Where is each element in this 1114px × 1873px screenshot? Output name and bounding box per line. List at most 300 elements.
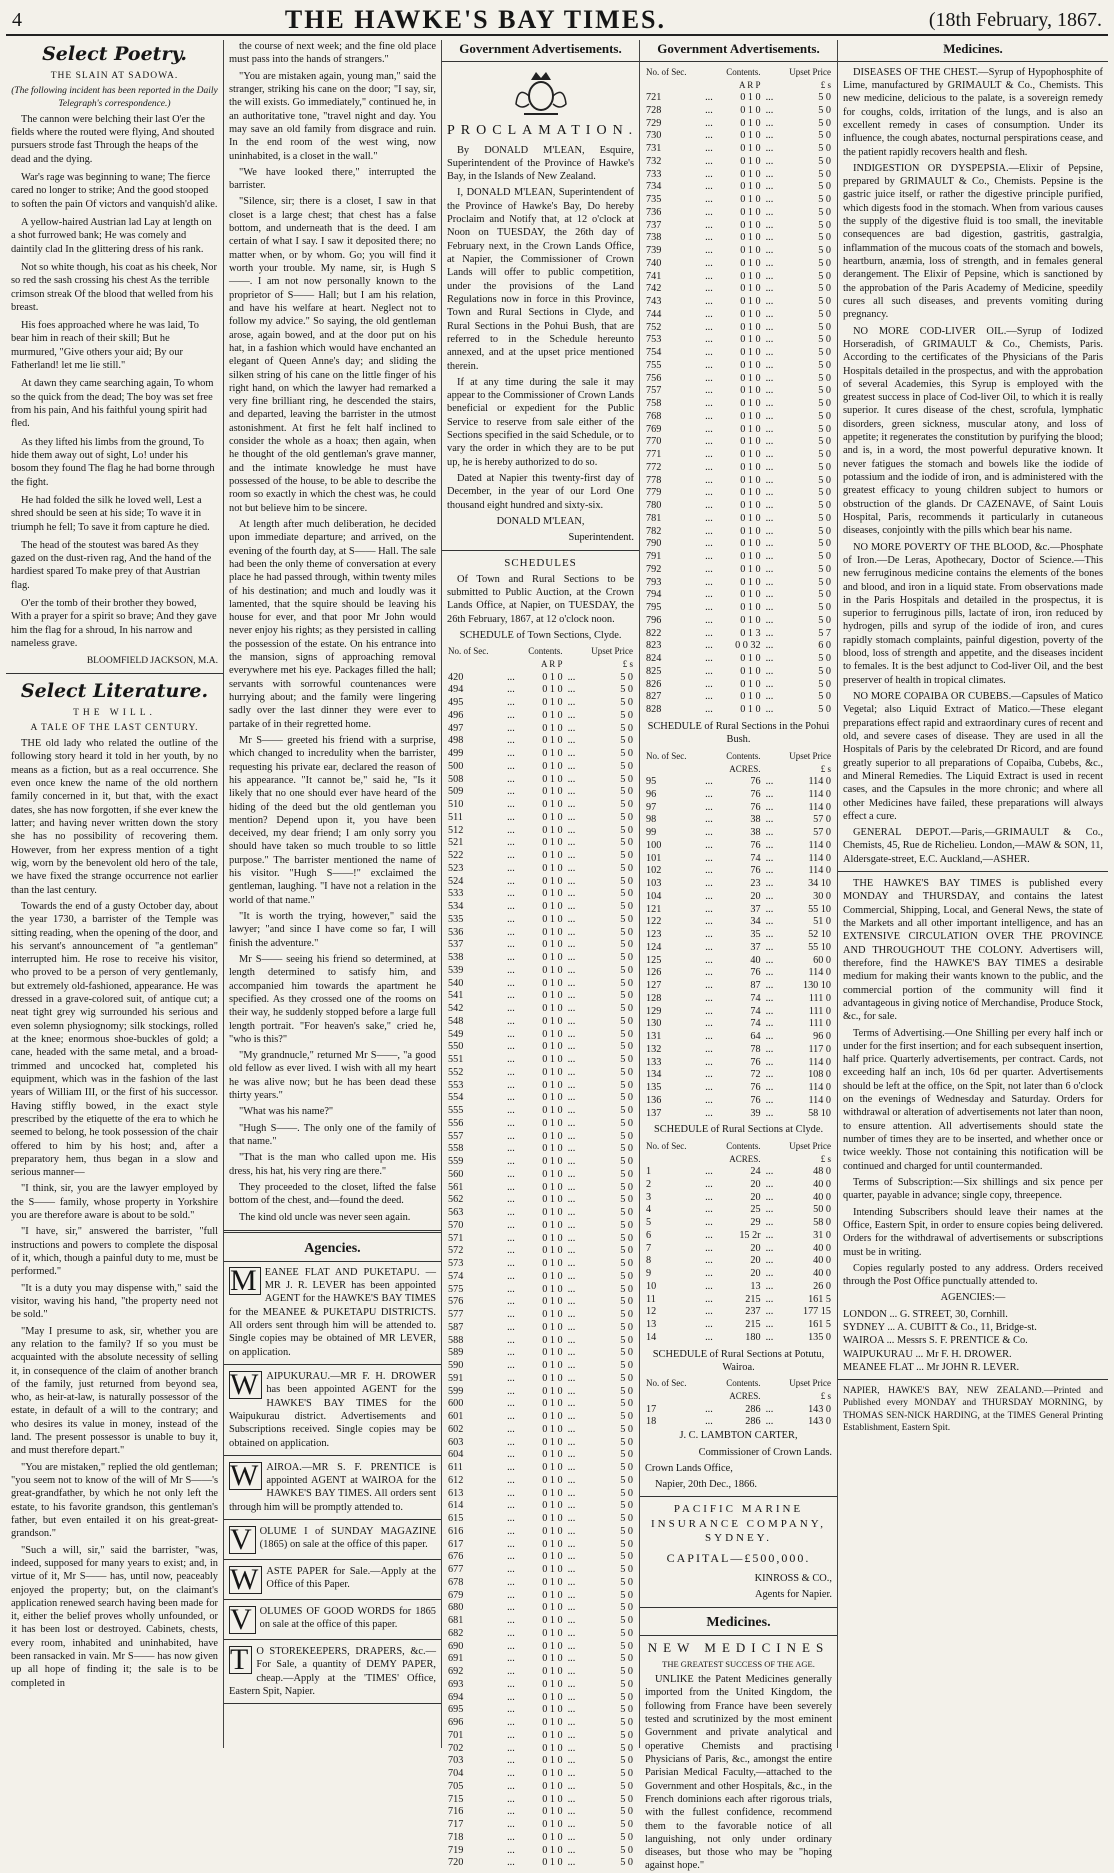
leader-dots: ... bbox=[567, 1538, 576, 1550]
section-contents: 0 1 0 bbox=[542, 1640, 563, 1652]
leader-dots: ... bbox=[765, 776, 774, 787]
leader-dots: ... bbox=[507, 1780, 515, 1792]
leader-dots: ... bbox=[765, 257, 774, 269]
leader-dots: ... bbox=[507, 1742, 515, 1754]
upset-price: 5 0 bbox=[620, 1041, 633, 1053]
table-row bbox=[447, 1462, 634, 1475]
leader-dots: ... bbox=[507, 1806, 515, 1818]
leader-dots: ... bbox=[705, 865, 713, 877]
story-paragraph: "It is worth the trying, however," said the lawyer; "and since I have come so far, I will finish the adventure." bbox=[229, 911, 436, 949]
section-contents: 76 bbox=[750, 788, 761, 800]
table-row bbox=[645, 207, 832, 220]
section-number: 779 bbox=[646, 487, 662, 499]
leader-dots: ... bbox=[765, 967, 774, 979]
section-contents: 0 1 0 bbox=[740, 296, 761, 308]
table-row bbox=[645, 232, 832, 245]
leader-dots: ... bbox=[507, 888, 515, 900]
story-paragraph: "My grandnucle," returned Mr S——, "a good old fellow as ever lived. I wish with all my heart he was alive now; but he has been dead these thirty years." bbox=[229, 1050, 436, 1102]
leader-dots: ... bbox=[705, 1018, 713, 1030]
table-row bbox=[447, 1398, 634, 1411]
table-row bbox=[645, 245, 832, 258]
leader-dots: ... bbox=[567, 862, 576, 874]
upset-price: 5 0 bbox=[620, 1219, 633, 1231]
leader-dots: ... bbox=[705, 1082, 713, 1093]
upset-price: 111 0 bbox=[808, 1018, 831, 1030]
section-contents: 0 1 0 bbox=[542, 862, 563, 874]
table-row bbox=[645, 1294, 832, 1307]
story-paragraph: At length after much deliberation, he decided upon immediate departure; and arrived, on the evening of the fourth day, at S—— Hall. The sale had been the only theme of conversation at every place he had passed through, within twenty miles of his destination; and much and loudly was it lamented, that the squire should be leaving his house for ever, and that poor Mr John would never enjoy his rights; as they persisted in calling the possession of the estate. On his entrance into the mansion, signs of approaching removal everywhere met his eye. Packages filled the hall; servants with sorrowful countenances were hurrying about; and the family were lingering sadly over the last dinner they were ever to partake of in their regretted home. bbox=[229, 518, 436, 730]
section-number: 561 bbox=[448, 1181, 464, 1193]
upset-price: 5 0 bbox=[620, 1245, 633, 1257]
leader-dots: ... bbox=[507, 1321, 515, 1333]
leader-dots: ... bbox=[765, 1178, 774, 1190]
leader-dots: ... bbox=[705, 1166, 713, 1178]
table-row bbox=[645, 653, 832, 666]
table-row bbox=[645, 538, 832, 551]
upset-price: 26 0 bbox=[813, 1280, 831, 1292]
table-row bbox=[447, 1794, 634, 1807]
table-row bbox=[447, 1500, 634, 1513]
table-row bbox=[645, 411, 832, 424]
section-number: 603 bbox=[448, 1436, 464, 1448]
upset-price: 161 5 bbox=[808, 1293, 831, 1305]
table-row bbox=[645, 118, 832, 131]
upset-price: 58 10 bbox=[808, 1107, 831, 1119]
upset-price: 5 0 bbox=[620, 1653, 633, 1665]
leader-dots: ... bbox=[567, 1487, 576, 1499]
upset-price: 60 0 bbox=[813, 954, 831, 966]
section-number: 757 bbox=[646, 385, 662, 397]
table-row bbox=[447, 990, 634, 1003]
upset-price: 5 0 bbox=[620, 1819, 633, 1831]
upset-price: 5 0 bbox=[620, 913, 633, 925]
section-number: 690 bbox=[448, 1640, 464, 1652]
leader-dots: ... bbox=[705, 1293, 713, 1305]
section-contents: 0 1 0 bbox=[740, 194, 761, 206]
section-number: 588 bbox=[448, 1334, 464, 1346]
upset-price: 57 0 bbox=[813, 814, 831, 826]
table-row bbox=[645, 1243, 832, 1256]
clyde-sections-table: No. of Sec. Contents. Upset Price ACRES. £ s 1 ... 24 ... 48 0 2 ... 20 ... 40 0 3 ... 20 ... 40 0 4 ... 25 ... 50 0 5 ... 29 ... 58 0 6 ... 15 2r ... 31 0 7 ... 20 ... 40 0 8 ... 20 ... 40 0 9 ... 20 ... 40 0 10 ... 13 ... 26 0 11 ... 215 ... 161 5 12 ... 237 ... 177 15 13 ... 215 ... 161 5 14 ... 180 ... 135 0 bbox=[646, 1140, 831, 1343]
leader-dots: ... bbox=[507, 671, 515, 683]
section-number: 738 bbox=[646, 232, 662, 244]
leader-dots: ... bbox=[507, 1513, 515, 1525]
upset-price: 5 0 bbox=[620, 1385, 633, 1397]
leader-dots: ... bbox=[705, 1204, 713, 1216]
upset-price: 5 0 bbox=[620, 1462, 633, 1474]
terms-advertising: Terms of Advertising.—One Shilling per every half inch or under for the first insertion; and for each subsequent insertion, half price. Quarterly advertisements, per contract. Cards, not exceeding half an inch, 10s 6d per quarter. Advertisements should be left at the office, on the Spit, not later than 6 o'clock on the evenings of Wednesday and Saturday. Orders for withdrawal or alteration of advertisements not later than noon, to ensure attention. All advertisements should state the number of times they are to be inserted, and whether once or twice weekly. Those not containing this notification will be continued and charged for until countermanded. bbox=[843, 1027, 1103, 1172]
section-contents: 237 bbox=[745, 1306, 761, 1318]
table-row bbox=[447, 1513, 634, 1526]
upset-price: 5 0 bbox=[620, 837, 633, 849]
upset-price: 5 0 bbox=[818, 665, 831, 677]
leader-dots: ... bbox=[567, 913, 576, 925]
proclamation-dated: Dated at Napier this twenty-first day of December, in the year of our Lord One thousand eight hundred and sixty-six. bbox=[447, 473, 634, 511]
upset-price: 5 0 bbox=[620, 1768, 633, 1780]
leader-dots: ... bbox=[765, 788, 774, 800]
table-row bbox=[645, 1319, 832, 1332]
section-contents: 0 1 0 bbox=[542, 735, 563, 747]
leader-dots: ... bbox=[705, 181, 713, 193]
leader-dots: ... bbox=[567, 1105, 576, 1117]
section-number: 732 bbox=[646, 155, 662, 167]
section-number: 702 bbox=[448, 1742, 464, 1754]
table-row bbox=[645, 487, 832, 500]
leader-dots: ... bbox=[507, 722, 515, 734]
commissioner-title: Commissioner of Crown Lands. bbox=[698, 1446, 832, 1458]
leader-dots: ... bbox=[567, 1780, 576, 1792]
upset-price: 5 0 bbox=[620, 1449, 633, 1461]
section-number: 100 bbox=[646, 839, 662, 851]
section-number: 420 bbox=[448, 671, 464, 683]
section-contents: 0 1 0 bbox=[542, 1615, 563, 1627]
section-number: 739 bbox=[646, 245, 662, 257]
table-row bbox=[447, 1233, 634, 1246]
table-row bbox=[447, 774, 634, 787]
section-contents: 76 bbox=[750, 776, 761, 787]
leader-dots: ... bbox=[507, 811, 515, 823]
poem-title: THE SLAIN AT SADOWA. bbox=[50, 71, 179, 82]
upset-price: 114 0 bbox=[808, 967, 831, 979]
section-contents: 0 1 0 bbox=[542, 926, 563, 938]
leader-dots: ... bbox=[567, 1513, 576, 1525]
leader-dots: ... bbox=[507, 1283, 515, 1295]
poem-stanza: Not so white though, his coat as his cheek, Nor so red the sash crossing his chest As the terrible crimson streak Of the blood that welled from his breast. bbox=[11, 261, 217, 313]
section-contents: 64 bbox=[750, 1031, 761, 1042]
upset-price: 5 0 bbox=[818, 461, 831, 473]
leader-dots: ... bbox=[567, 1857, 576, 1869]
section-number: 99 bbox=[646, 827, 657, 838]
leader-dots: ... bbox=[765, 1217, 774, 1229]
poem-note: (The following incident has been reported in the Daily Telegraph's correspondence.) bbox=[11, 86, 218, 109]
upset-price: 130 10 bbox=[802, 980, 831, 991]
proclamation-body-2: If at any time during the sale it may appear to the Commissioner of Crown Lands beneficial or expedient for the Public Service to reserve from sale either of the Sections specified in the said Schedule, or to vary the order in which they are to be put up, he is hereby authorized to do so. bbox=[447, 376, 634, 468]
upset-price: 5 0 bbox=[620, 1844, 633, 1856]
upset-price: 5 0 bbox=[818, 347, 831, 359]
leader-dots: ... bbox=[765, 296, 774, 308]
leader-dots: ... bbox=[567, 952, 576, 964]
leader-dots: ... bbox=[705, 1268, 713, 1280]
section-contents: 0 1 0 bbox=[740, 372, 761, 384]
upset-price: 5 0 bbox=[620, 1398, 633, 1410]
table-row bbox=[645, 955, 832, 968]
leader-dots: ... bbox=[567, 1806, 576, 1818]
leader-dots: ... bbox=[705, 155, 713, 167]
leader-dots: ... bbox=[765, 232, 774, 244]
section-contents: 0 1 0 bbox=[740, 104, 761, 116]
section-number: 740 bbox=[646, 257, 662, 269]
leader-dots: ... bbox=[765, 1242, 774, 1254]
upset-price: 40 0 bbox=[813, 1268, 831, 1280]
leader-dots: ... bbox=[567, 1436, 576, 1448]
leader-dots: ... bbox=[507, 1041, 515, 1053]
story-paragraph: THE old lady who related the outline of the following story heard it told in her youth, by no means as a fiction, but as a real occurrence. She even once knew the name of the old northern family concerned in it, but that, with the exact dates, she has now forgotten, if she ever knew the latter; and having never written down the story she has no possibility of recovering them. However, from her express mention of a tight wig, worn by the benevolent old hero of the tale, we have fixed the strange occurrence not earlier than the last century. bbox=[11, 738, 218, 896]
poem-stanza: His foes approached where he was laid, To bear him in reach of their skill; But he murmured, "Give others your aid; By our Fatherland! let me lie still." bbox=[11, 320, 199, 372]
leader-dots: ... bbox=[507, 939, 515, 951]
section-number: 754 bbox=[646, 347, 662, 359]
table-row bbox=[645, 589, 832, 602]
section-number: 676 bbox=[448, 1551, 464, 1563]
leader-dots: ... bbox=[507, 1066, 515, 1078]
leader-dots: ... bbox=[507, 1219, 515, 1231]
leader-dots: ... bbox=[705, 245, 713, 257]
leader-dots: ... bbox=[567, 837, 576, 849]
leader-dots: ... bbox=[507, 1232, 515, 1244]
leader-dots: ... bbox=[705, 839, 713, 851]
leader-dots: ... bbox=[567, 1398, 576, 1410]
section-contents: 0 1 0 bbox=[542, 1385, 563, 1397]
upset-price: 5 0 bbox=[620, 722, 633, 734]
upset-price: 52 10 bbox=[808, 929, 831, 940]
table-row bbox=[447, 1207, 634, 1220]
section-number: 602 bbox=[448, 1423, 464, 1435]
leader-dots: ... bbox=[567, 1347, 576, 1359]
section-contents: 0 1 0 bbox=[542, 799, 563, 811]
leader-dots: ... bbox=[507, 1768, 515, 1780]
column-2 bbox=[224, 40, 442, 1748]
upset-price: 114 0 bbox=[808, 1094, 831, 1106]
table-row bbox=[645, 1217, 832, 1230]
table-row bbox=[645, 1031, 832, 1044]
leader-dots: ... bbox=[507, 862, 515, 874]
leader-dots: ... bbox=[765, 653, 774, 665]
schedules-title: SCHEDULES bbox=[504, 556, 577, 569]
table-row bbox=[645, 283, 832, 296]
upset-price: 5 0 bbox=[818, 589, 831, 601]
leader-dots: ... bbox=[765, 1331, 774, 1343]
section-contents: 37 bbox=[750, 903, 761, 915]
leader-dots: ... bbox=[507, 1309, 515, 1321]
leader-dots: ... bbox=[567, 1309, 576, 1321]
town-schedule-title: SCHEDULE of Town Sections, Clyde. bbox=[459, 629, 622, 641]
section-number: 129 bbox=[646, 1005, 662, 1017]
table-row bbox=[447, 799, 634, 812]
leader-dots: ... bbox=[765, 487, 774, 499]
leader-dots: ... bbox=[567, 760, 576, 772]
table-row bbox=[645, 181, 832, 194]
upset-price: 108 0 bbox=[808, 1069, 831, 1081]
section-number: 823 bbox=[646, 640, 662, 652]
upset-price: 5 0 bbox=[818, 168, 831, 180]
section-contents: 0 1 0 bbox=[740, 206, 761, 218]
table-row bbox=[645, 169, 832, 182]
table-row bbox=[447, 1016, 634, 1029]
table-row bbox=[645, 776, 832, 789]
section-heading-government-2: Government Advertisements. bbox=[640, 40, 837, 62]
leader-dots: ... bbox=[705, 551, 713, 563]
section-contents: 0 1 0 bbox=[542, 1449, 563, 1461]
leader-dots: ... bbox=[507, 1449, 515, 1461]
section-contents: 0 1 0 bbox=[542, 1219, 563, 1231]
upset-price: 5 0 bbox=[818, 117, 831, 129]
section-contents: 0 1 0 bbox=[542, 1538, 563, 1550]
upset-price: 5 0 bbox=[620, 709, 633, 721]
leader-dots: ... bbox=[507, 1589, 515, 1601]
leader-dots: ... bbox=[567, 964, 576, 976]
leader-dots: ... bbox=[507, 875, 515, 887]
agency-text: O STOREKEEPERS, DRAPERS, &c.—For Sale, a quantity of DEMY PAPER, cheap.—Apply at the 'TIMES' Office, Eastern Spit, Napier. bbox=[229, 1646, 436, 1698]
leader-dots: ... bbox=[567, 1207, 576, 1219]
leader-dots: ... bbox=[567, 684, 576, 696]
section-number: 128 bbox=[646, 992, 662, 1004]
leader-dots: ... bbox=[705, 1094, 713, 1106]
story-paragraph: "Such a will, sir," said the barrister, "was, indeed, supposed for many years to exist; and, in virtue of it, Mr S—— has, until now, peaceably enjoyed the property; but, on the claimant's application renewed search having been made for it, either the belief proves wholly unfounded, or it has been lost or destroyed. Cabinets, chests, every room, inhabited and uninhabited, have been ransacked in vain. Mr S—— has now given up all hope of finding it; the sale is to be completed in bbox=[11, 1544, 218, 1689]
table-row bbox=[447, 1653, 634, 1666]
section-number: 508 bbox=[448, 773, 464, 785]
table-row bbox=[645, 853, 832, 866]
leader-dots: ... bbox=[765, 678, 774, 690]
town-sections-table-continued: No. of Sec. Contents. Upset Price A R P £ s 721 ... 0 1 0 ... 5 0 728 ... 0 1 0 ... 5 0 729 ... 0 1 0 ... 5 0 730 ... 0 1 0 ... 5 0 731 ... 0 1 0 ... 5 0 732 ... 0 1 0 ... 5 0 733 ... 0 1 0 ... 5 0 734 ... 0 1 0 ... 5 0 735 ... 0 1 0 ... 5 0 736 ... 0 1 0 ... 5 0 737 ... 0 1 0 ... 5 0 738 ... 0 1 0 ... 5 0 739 ... 0 1 0 ... 5 0 740 ... 0 1 0 ... 5 0 741 ... 0 1 0 ... 5 0 742 ... 0 1 0 ... 5 0 743 ... 0 1 0 ... 5 0 744 ... 0 1 0 ... 5 0 752 ... 0 1 0 ... 5 0 753 ... 0 1 0 ... 5 0 754 ... 0 1 0 ... 5 0 755 ... 0 1 0 ... 5 0 756 ... 0 1 0 ... 5 0 757 ... 0 1 0 ... 5 0 758 ... 0 1 0 ... 5 0 768 ... 0 1 0 ... 5 0 769 ... 0 1 0 ... 5 0 770 ... 0 1 0 ... 5 0 771 ... 0 1 0 ... 5 0 772 ... 0 1 0 ... 5 0 778 ... 0 1 0 ... 5 0 779 ... 0 1 0 ... 5 0 780 ... 0 1 0 ... 5 0 781 ... 0 1 0 ... 5 0 782 ... 0 1 0 ... 5 0 790 ... 0 1 0 ... 5 0 791 ... 0 1 0 ... 5 0 792 ... 0 1 0 ... 5 0 793 ... 0 1 0 ... 5 0 794 ... 0 1 0 ... 5 0 795 ... 0 1 0 ... 5 0 796 ... 0 1 0 ... 5 0 822 ... 0 1 3 ... 5 7 823 ... 0 0 32 ... 6 0 824 ... 0 1 0 ... 5 0 825 ... 0 1 0 ... 5 0 826 ... 0 1 0 ... 5 0 827 ... 0 1 0 ... 5 0 828 ... 0 1 0 ... 5 0 bbox=[646, 66, 831, 716]
table-row bbox=[645, 1332, 832, 1345]
leader-dots: ... bbox=[765, 576, 774, 588]
leader-dots: ... bbox=[705, 992, 713, 1004]
leader-dots: ... bbox=[705, 500, 713, 512]
table-row bbox=[447, 1819, 634, 1832]
section-contents: 0 1 0 bbox=[542, 1423, 563, 1435]
table-row bbox=[447, 837, 634, 850]
leader-dots: ... bbox=[765, 372, 774, 384]
section-contents: 0 1 0 bbox=[542, 1041, 563, 1053]
table-row bbox=[645, 666, 832, 679]
story-paragraph: the course of next week; and the fine old place must pass into the hands of strangers." bbox=[229, 41, 436, 66]
leader-dots: ... bbox=[567, 1066, 576, 1078]
upset-price: 5 0 bbox=[818, 691, 831, 703]
table-row bbox=[645, 628, 832, 641]
leader-dots: ... bbox=[765, 691, 774, 703]
section-contents: 0 1 0 bbox=[542, 1398, 563, 1410]
section-contents: 76 bbox=[750, 865, 761, 877]
section-contents: 0 1 0 bbox=[542, 1117, 563, 1129]
leader-dots: ... bbox=[567, 811, 576, 823]
table-row bbox=[447, 825, 634, 838]
upset-price: 5 0 bbox=[620, 811, 633, 823]
table-row bbox=[447, 1386, 634, 1399]
section-contents: 0 1 0 bbox=[542, 1156, 563, 1168]
leader-dots: ... bbox=[705, 461, 713, 473]
section-contents: 0 1 0 bbox=[542, 697, 563, 709]
agency-text: AIROA.—MR S. F. PRENTICE is appointed AGENT at WAIROA for the HAWKE'S BAY TIMES. All orders sent through him will be promptly attended to. bbox=[229, 1461, 436, 1513]
leader-dots: ... bbox=[765, 551, 774, 563]
section-number: 715 bbox=[448, 1793, 464, 1805]
leader-dots: ... bbox=[567, 1283, 576, 1295]
section-contents: 0 1 0 bbox=[542, 1755, 563, 1767]
section-contents: 0 1 0 bbox=[542, 1462, 563, 1474]
section-contents: 0 1 0 bbox=[542, 1245, 563, 1257]
section-number: 613 bbox=[448, 1487, 464, 1499]
upset-price: 5 0 bbox=[620, 1551, 633, 1563]
section-contents: 0 1 0 bbox=[542, 1347, 563, 1359]
section-number: 703 bbox=[448, 1755, 464, 1767]
section-contents: 20 bbox=[750, 1255, 761, 1267]
table-row bbox=[447, 965, 634, 978]
leader-dots: ... bbox=[765, 538, 774, 550]
leader-dots: ... bbox=[507, 1640, 515, 1652]
leader-dots: ... bbox=[507, 1755, 515, 1767]
section-number: 604 bbox=[448, 1449, 464, 1461]
table-row bbox=[447, 1309, 634, 1322]
section-number: 617 bbox=[448, 1538, 464, 1550]
upset-price: 5 0 bbox=[620, 1755, 633, 1767]
section-number: 695 bbox=[448, 1704, 464, 1716]
column-4 bbox=[640, 40, 838, 1872]
leader-dots: ... bbox=[567, 1717, 576, 1729]
story-paragraph: "You are mistaken again, young man," said the stranger, striking his cane on the door; "I say, sir, the will exists. Go immediately," continued he, in an authoritative tone, "travel night and day. You may save an old family from disgrace and ruin. In the end room of the west wing, now uninhabited, is a closet in the wall." bbox=[229, 70, 436, 162]
table-row bbox=[645, 691, 832, 704]
leader-dots: ... bbox=[567, 1130, 576, 1142]
leader-dots: ... bbox=[567, 1653, 576, 1665]
upset-price: 5 0 bbox=[620, 1793, 633, 1805]
leader-dots: ... bbox=[765, 903, 774, 915]
section-number: 705 bbox=[448, 1780, 464, 1792]
upset-price: 5 0 bbox=[818, 257, 831, 269]
leader-dots: ... bbox=[507, 1054, 515, 1066]
poem-stanza: He had folded the silk he loved well, Lest a shred should be seen at his side; To wave it in triumph he fell; To save it from capture he died. bbox=[11, 494, 210, 533]
upset-price: 5 0 bbox=[818, 576, 831, 588]
table-row bbox=[447, 1551, 634, 1564]
story-continued bbox=[229, 40, 436, 1224]
section-number: 498 bbox=[448, 735, 464, 747]
leader-dots: ... bbox=[567, 1449, 576, 1461]
section-contents: 0 1 0 bbox=[740, 385, 761, 397]
leader-dots: ... bbox=[567, 1003, 576, 1015]
section-contents: 23 bbox=[750, 878, 761, 889]
new-medicines-text: UNLIKE the Patent Medicines generally imported from the United Kingdom, the following from France have been severely tested and scrutinized by the most eminent Government and private analytical and operative Chemists and practising Physicians of Paris, &c., amongst the entire Parisian Medical Faculty,—attached to the Government and other Hospitals, &c., in the French dominions each after rigorous trials, with the fullest confidence, recommend them to the favorable notice of all languishing, not only under ordinary diseases, but those who may be "hoping against hope." bbox=[645, 1674, 832, 1872]
section-contents: 76 bbox=[750, 839, 761, 851]
table-row bbox=[645, 475, 832, 488]
leader-dots: ... bbox=[567, 824, 576, 836]
section-number: 522 bbox=[448, 850, 464, 862]
upset-price: 5 0 bbox=[620, 671, 633, 683]
section-number: 537 bbox=[448, 939, 464, 951]
section-number: 704 bbox=[448, 1768, 464, 1780]
table-row bbox=[447, 1092, 634, 1105]
leader-dots: ... bbox=[765, 865, 774, 877]
section-contents: 286 bbox=[745, 1403, 761, 1415]
section-contents: 24 bbox=[750, 1166, 761, 1178]
table-row bbox=[645, 993, 832, 1006]
leader-dots: ... bbox=[765, 1166, 774, 1178]
upset-price: 5 0 bbox=[620, 1831, 633, 1843]
section-number: 753 bbox=[646, 334, 662, 346]
section-number: 733 bbox=[646, 168, 662, 180]
section-number: 11 bbox=[646, 1293, 656, 1305]
leader-dots: ... bbox=[765, 852, 774, 864]
leader-dots: ... bbox=[705, 143, 713, 155]
leader-dots: ... bbox=[705, 257, 713, 269]
leader-dots: ... bbox=[705, 206, 713, 218]
leader-dots: ... bbox=[567, 1385, 576, 1397]
section-contents: 76 bbox=[750, 1056, 761, 1068]
table-row bbox=[645, 347, 832, 360]
section-number: 778 bbox=[646, 474, 662, 486]
story-paragraph: "I think, sir, you are the lawyer employed by the S—— family, whose property in Yorkshire you are therefore aware is about to be sold." bbox=[11, 1183, 218, 1222]
agency-notices bbox=[229, 1263, 436, 1705]
section-contents: 72 bbox=[750, 1069, 761, 1081]
section-number: 824 bbox=[646, 653, 662, 665]
upset-price: 5 0 bbox=[620, 964, 633, 976]
upset-price: 5 0 bbox=[818, 410, 831, 422]
table-row bbox=[645, 449, 832, 462]
printer-imprint: NAPIER, HAWKE'S BAY, NEW ZEALAND.—Printed and Published every MONDAY and THURSDAY MORNING, by THOMAS SEN-NICK HARDING, at the TIMES General Printing Establishment, Eastern Spit. bbox=[843, 1386, 1103, 1433]
section-contents: 0 1 0 bbox=[542, 1551, 563, 1563]
section-contents: 0 1 0 bbox=[740, 181, 761, 193]
section-contents: 0 1 0 bbox=[740, 130, 761, 142]
story-subtitle: A TALE OF THE LAST CENTURY. bbox=[30, 722, 199, 733]
leader-dots: ... bbox=[567, 939, 576, 951]
section-number: 735 bbox=[646, 194, 662, 206]
section-number: 681 bbox=[448, 1615, 464, 1627]
upset-price: 5 0 bbox=[818, 614, 831, 626]
